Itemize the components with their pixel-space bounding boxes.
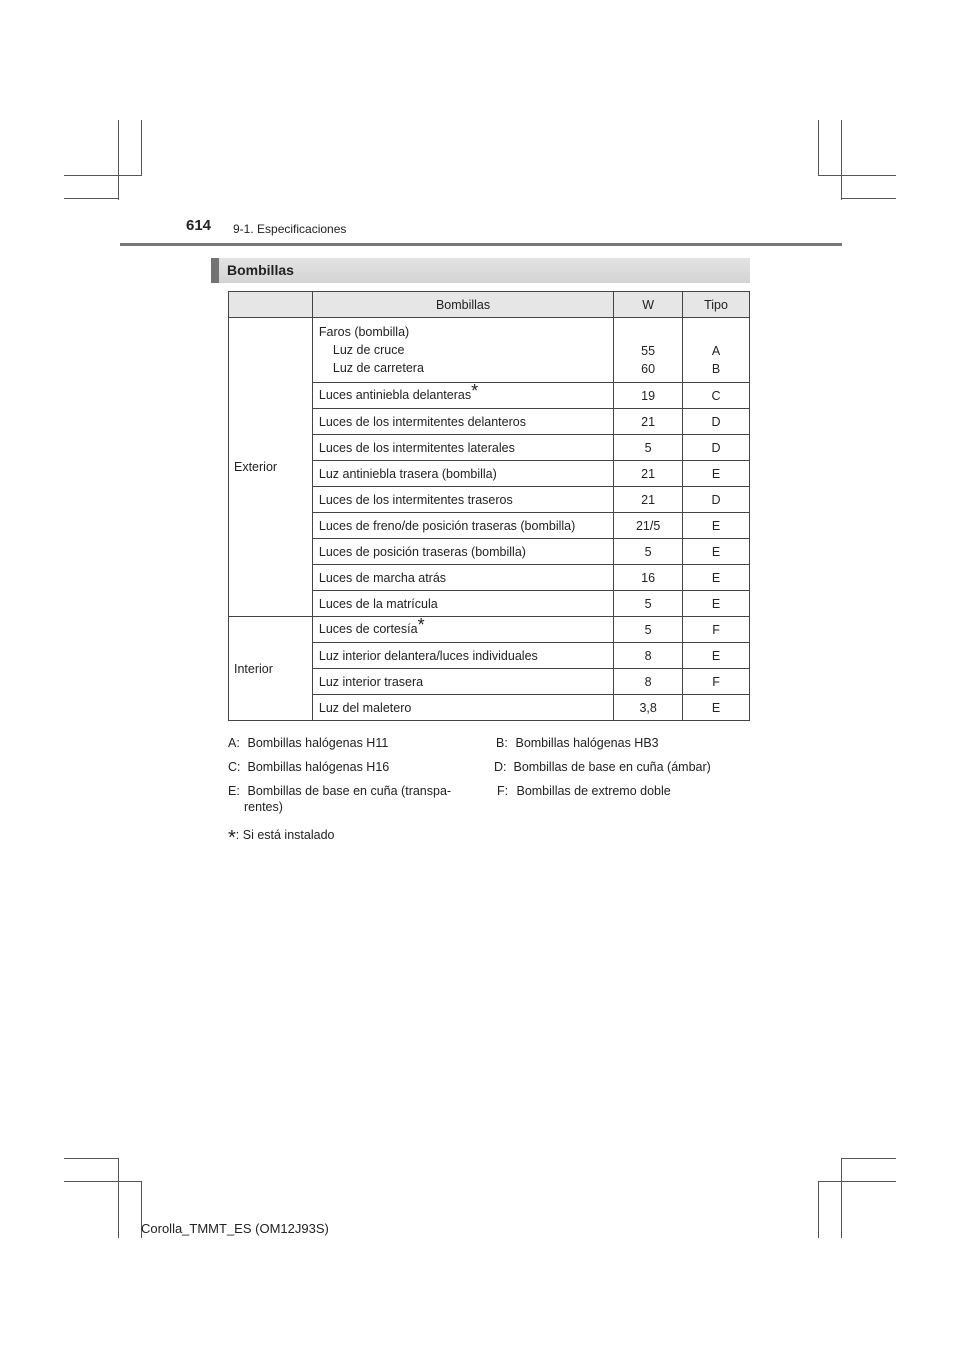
bulb-type: E	[683, 461, 750, 487]
footnote-star: *	[471, 381, 479, 402]
headlights-title: Faros (bombilla)	[318, 325, 410, 339]
page-number: 614	[186, 217, 212, 234]
section-header	[211, 258, 750, 283]
bulb-name: Luz del maletero	[312, 695, 613, 721]
headlights-low: Luz de cruce	[332, 343, 405, 357]
bulb-watts: 3,8	[614, 695, 683, 721]
column-header-type: Tipo	[683, 292, 750, 318]
header-rule	[120, 243, 842, 246]
crop-mark	[64, 175, 142, 176]
crop-mark	[818, 1182, 819, 1238]
chapter-title: 9-1. Especificaciones	[233, 222, 347, 236]
bulb-watts: 21	[614, 409, 683, 435]
legend-a: A: Bombillas halógenas H11	[228, 736, 389, 750]
footnote	[228, 822, 335, 849]
footnote-text: : Si está instalado	[235, 828, 335, 842]
table-row	[229, 318, 750, 383]
bulb-type: D	[683, 487, 750, 513]
headlights-w-low: 55	[641, 344, 656, 358]
bulb-type: E	[683, 591, 750, 617]
document-id: Corolla_TMMT_ES (OM12J93S)	[141, 1221, 329, 1236]
section-title: Bombillas	[227, 262, 294, 278]
bulb-watts: 19	[614, 383, 683, 409]
bulb-watts: 5	[614, 539, 683, 565]
bulbs-table	[228, 291, 750, 721]
crop-mark	[118, 120, 119, 200]
bulb-watts	[614, 318, 683, 383]
crop-mark	[141, 120, 142, 176]
table-row	[229, 617, 750, 643]
bulb-type: C	[683, 383, 750, 409]
group-interior: Interior	[229, 617, 313, 721]
headlights-type-high: B	[711, 362, 721, 376]
headlights-w-high: 60	[641, 362, 656, 376]
bulb-type: E	[683, 565, 750, 591]
bulb-watts: 21	[614, 461, 683, 487]
bulb-watts: 21/5	[614, 513, 683, 539]
bulb-name: Luces de la matrícula	[312, 591, 613, 617]
bulb-name: Luces de marcha atrás	[312, 565, 613, 591]
headlights-type-low: A	[711, 344, 721, 358]
bulb-name: Luces antiniebla delanteras*	[312, 383, 613, 409]
legend-f: F: Bombillas de extremo doble	[497, 784, 671, 798]
group-exterior: Exterior	[229, 318, 313, 617]
bulb-name: Luces de posición traseras (bombilla)	[312, 539, 613, 565]
bulb-watts: 5	[614, 591, 683, 617]
legend-d: D: Bombillas de base en cuña (ámbar)	[494, 760, 711, 774]
bulb-type: D	[683, 435, 750, 461]
bulb-name: Luces de freno/de posición traseras (bombilla)	[312, 513, 613, 539]
bulb-watts: 16	[614, 565, 683, 591]
legend-b: B: Bombillas halógenas HB3	[496, 736, 659, 750]
crop-mark	[64, 1181, 142, 1182]
bulb-type: F	[683, 669, 750, 695]
crop-mark	[841, 1158, 842, 1238]
crop-mark	[841, 198, 896, 199]
bulb-type: E	[683, 539, 750, 565]
headlights-high: Luz de carretera	[332, 361, 424, 375]
legend-c: C: Bombillas halógenas H16	[228, 760, 390, 774]
footnote-star: *	[228, 827, 236, 849]
crop-mark	[841, 120, 842, 200]
bulb-name: Luces de los intermitentes delanteros	[312, 409, 613, 435]
bulb-watts: 5	[614, 617, 683, 643]
bulb-name: Luces de cortesía*	[312, 617, 613, 643]
bulb-type: D	[683, 409, 750, 435]
table-header-row	[229, 292, 750, 318]
crop-mark	[818, 120, 819, 176]
bulb-name: Luz interior delantera/luces individuales	[312, 643, 613, 669]
crop-mark	[818, 175, 896, 176]
bulb-type: F	[683, 617, 750, 643]
bulb-name: Luces de los intermitentes laterales	[312, 435, 613, 461]
footnote-star: *	[417, 615, 425, 636]
bulb-watts: 8	[614, 669, 683, 695]
bulb-watts: 5	[614, 435, 683, 461]
bulb-name: Luz antiniebla trasera (bombilla)	[312, 461, 613, 487]
bulb-name: Luz interior trasera	[312, 669, 613, 695]
bulb-type: E	[683, 643, 750, 669]
crop-mark	[64, 1158, 119, 1159]
column-header-watts: W	[614, 292, 683, 318]
crop-mark	[841, 1158, 896, 1159]
legend-e: E: Bombillas de base en cuña (transpa- rentes)	[228, 784, 452, 814]
bulb-type: E	[683, 513, 750, 539]
crop-mark	[818, 1181, 896, 1182]
bulb-watts: 8	[614, 643, 683, 669]
bulb-type: E	[683, 695, 750, 721]
column-header-group	[229, 292, 313, 318]
crop-mark	[64, 198, 119, 199]
bulb-watts: 21	[614, 487, 683, 513]
crop-mark	[118, 1158, 119, 1238]
column-header-bulbs: Bombillas	[312, 292, 613, 318]
bulb-type	[683, 318, 750, 383]
bulb-name	[312, 318, 613, 383]
bulb-name: Luces de los intermitentes traseros	[312, 487, 613, 513]
